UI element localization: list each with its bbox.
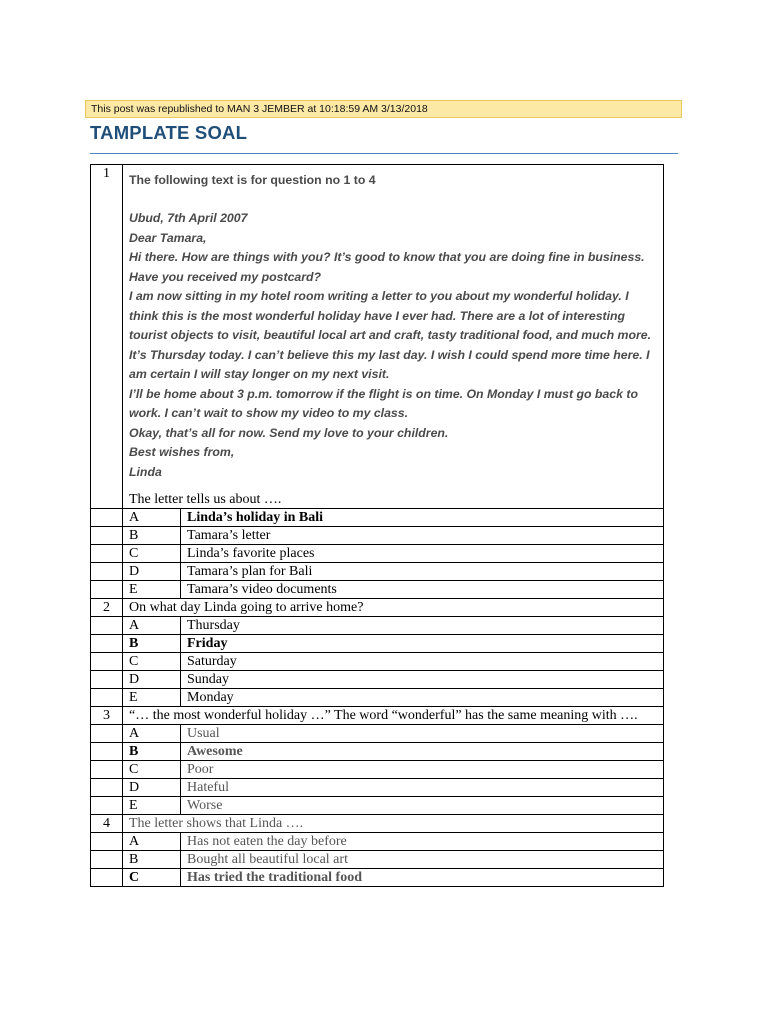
option-row xyxy=(91,833,664,851)
option-text-correct: Linda’s holiday in Bali xyxy=(181,509,664,527)
question-text: The letter shows that Linda …. xyxy=(123,815,664,833)
question-row-1 xyxy=(91,165,664,509)
option-text: Saturday xyxy=(181,653,664,671)
passage-line: Dear Tamara, xyxy=(129,230,207,245)
option-letter: A xyxy=(123,725,181,743)
option-letter: A xyxy=(123,509,181,527)
option-letter: A xyxy=(123,833,181,851)
option-row xyxy=(91,653,664,671)
option-text: Monday xyxy=(181,689,664,707)
question-number: 1 xyxy=(91,165,123,509)
option-text: Tamara’s letter xyxy=(181,527,664,545)
passage-line: I’ll be home about 3 p.m. tomorrow if the flight is on time. On Monday I must go back to work. I can’t wait to show my video to my class. xyxy=(129,386,638,420)
option-text: Poor xyxy=(181,761,664,779)
passage-line: I am now sitting in my hotel room writing a letter to you about my wonderful holiday. I think this is the most wonderful holiday have I ever had. There are a lot of interesting tourist objects to visit, beautiful local art and craft, tasty traditional food, and much more. It’s Thursday today. I can’t believe this my last day. I wish I could spend more time here. I am certain I will stay longer on my next visit. xyxy=(129,289,652,381)
option-row xyxy=(91,671,664,689)
page-title: TAMPLATE SOAL xyxy=(90,122,248,143)
option-letter: A xyxy=(123,617,181,635)
question-row-2 xyxy=(91,599,664,617)
option-letter: D xyxy=(123,779,181,797)
option-letter: D xyxy=(123,563,181,581)
option-letter: D xyxy=(123,671,181,689)
option-row xyxy=(91,509,664,527)
passage-line: Best wishes from, xyxy=(129,445,235,459)
question-table xyxy=(90,164,664,887)
option-row xyxy=(91,743,664,761)
option-text-correct: Has tried the traditional food xyxy=(181,869,664,887)
option-text-correct: Friday xyxy=(181,635,664,653)
passage-line: Linda xyxy=(129,464,162,479)
passage-line: Ubud, 7th April 2007 xyxy=(129,211,248,225)
question-number: 4 xyxy=(91,815,123,833)
option-text: Tamara’s plan for Bali xyxy=(181,563,664,581)
question-text: On what day Linda going to arrive home? xyxy=(123,599,664,617)
option-text: Tamara’s video documents xyxy=(181,581,664,599)
option-row xyxy=(91,527,664,545)
option-row xyxy=(91,563,664,581)
option-text: Thursday xyxy=(181,617,664,635)
question-number: 3 xyxy=(91,707,123,725)
option-text: Has not eaten the day before xyxy=(181,833,664,851)
option-letter: C xyxy=(123,653,181,671)
option-row xyxy=(91,689,664,707)
option-row xyxy=(91,635,664,653)
passage-line: Okay, that’s all for now. Send my love to your children. xyxy=(129,425,449,440)
question-number: 2 xyxy=(91,599,123,617)
option-row xyxy=(91,797,664,815)
question-text: The letter tells us about …. xyxy=(129,492,282,507)
option-letter: B xyxy=(123,527,181,545)
question-row-3 xyxy=(91,707,664,725)
option-row xyxy=(91,761,664,779)
option-letter: C xyxy=(123,545,181,563)
republished-banner: This post was republished to MAN 3 JEMBER at 10:18:59 AM 3/13/2018 xyxy=(85,100,682,118)
question-row-4 xyxy=(91,815,664,833)
passage-line: Hi there. How are things with you? It’s good to know that you are doing fine in business. Have you received my postcard? xyxy=(129,250,645,284)
option-text: Usual xyxy=(181,725,664,743)
option-row xyxy=(91,581,664,599)
option-letter: E xyxy=(123,581,181,599)
letter-passage xyxy=(129,209,657,482)
option-letter: C xyxy=(123,761,181,779)
option-row xyxy=(91,851,664,869)
option-letter: B xyxy=(123,743,181,761)
passage-intro: The following text is for question no 1 to 4 xyxy=(129,173,376,187)
option-letter: E xyxy=(123,797,181,815)
option-row xyxy=(91,725,664,743)
option-text: Hateful xyxy=(181,779,664,797)
title-underline xyxy=(90,153,678,154)
option-row xyxy=(91,869,664,887)
option-text-correct: Awesome xyxy=(181,743,664,761)
option-letter: C xyxy=(123,869,181,887)
option-row xyxy=(91,779,664,797)
option-text: Bought all beautiful local art xyxy=(181,851,664,869)
option-text: Sunday xyxy=(181,671,664,689)
option-text: Worse xyxy=(181,797,664,815)
question-text: “… the most wonderful holiday …” The word “wonderful” has the same meaning with …. xyxy=(123,707,664,725)
option-row xyxy=(91,545,664,563)
option-letter: E xyxy=(123,689,181,707)
option-letter: B xyxy=(123,851,181,869)
question-body xyxy=(123,165,664,509)
option-row xyxy=(91,617,664,635)
option-letter: B xyxy=(123,635,181,653)
option-text: Linda’s favorite places xyxy=(181,545,664,563)
